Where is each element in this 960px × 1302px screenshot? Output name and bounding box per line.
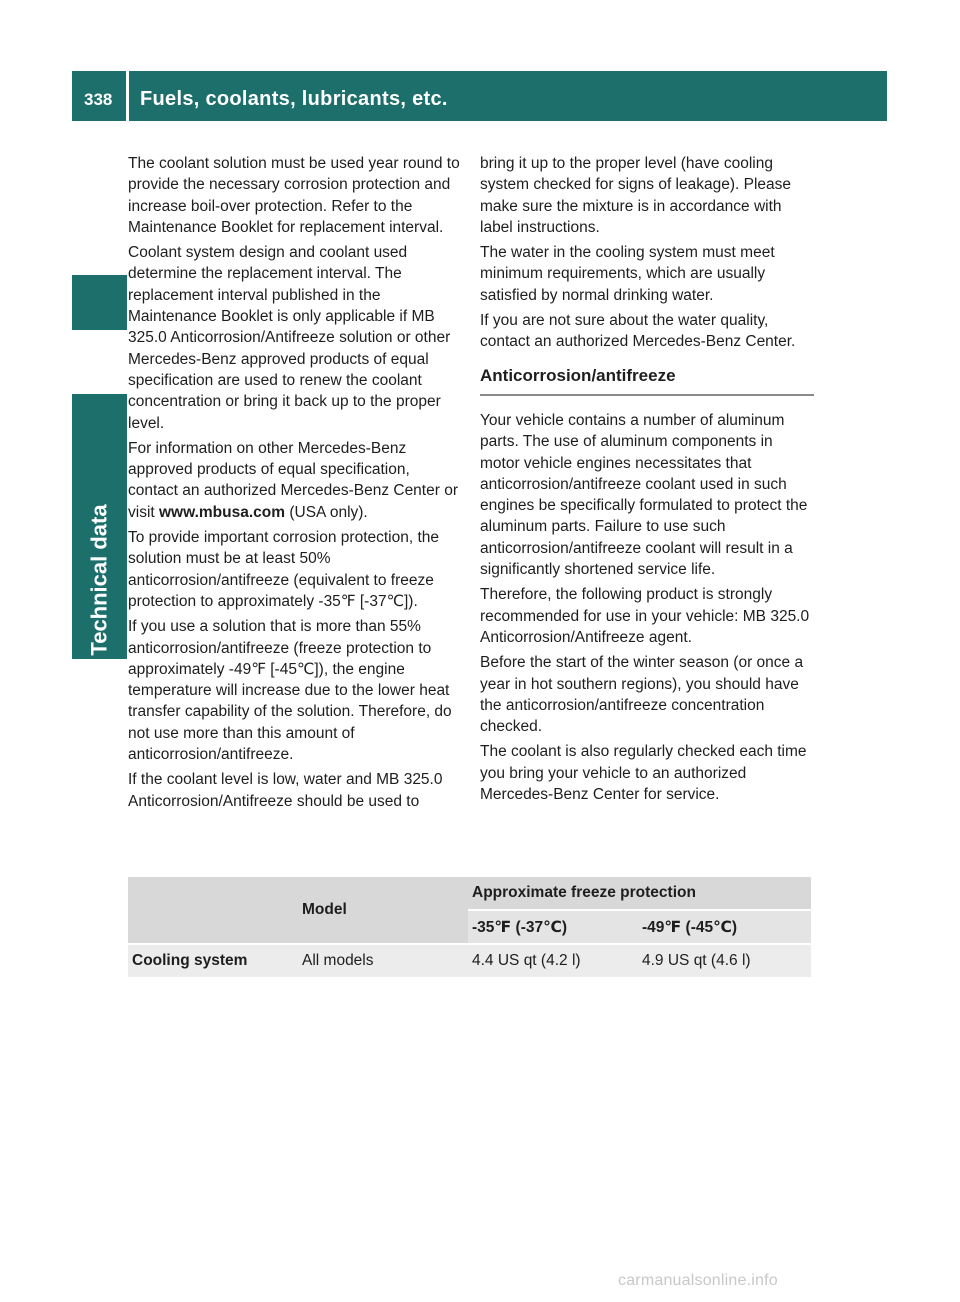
subheading: Anticorrosion/antifreeze [480, 365, 814, 396]
header-divider [126, 71, 129, 121]
row-value-1: 4.4 US qt (4.2 l) [468, 944, 638, 978]
row-value-2: 4.9 US qt (4.6 l) [638, 944, 811, 978]
row-model: All models [298, 944, 468, 978]
paragraph: Your vehicle contains a number of aluminum parts. The use of aluminum components in motor vehicle engines necessitates that anticorrosion/antifreeze coolant used in such engines be specifically formulated to protect the aluminum parts. Failure to use such anticorrosion/antifreeze coolant will result in a significantly shortened service life. [480, 411, 808, 579]
paragraph: Therefore, the following product is strongly recommended for use in your vehicle: MB 325.0 Anticorrosion/Antifreeze agent. [480, 586, 810, 646]
paragraph: The coolant solution must be used year round to provide the necessary corrosion protection and increase boil-over protection. Refer to the Maintenance Booklet for replacement interval. [128, 155, 460, 236]
section-title: Fuels, coolants, lubricants, etc. [140, 88, 448, 110]
column-header-model: Model [298, 877, 468, 944]
subheader-freeze-1: -35℉ (-37℃) [468, 910, 638, 944]
paragraph: If you are not sure about the water quality, contact an authorized Mercedes-Benz Center. [480, 312, 796, 351]
paragraph: The water in the cooling system must meet minimum requirements, which are usually satisfied by normal drinking water. [480, 244, 775, 304]
paragraph-text: (USA only). [285, 503, 368, 521]
left-column [128, 153, 462, 816]
row-label: Cooling system [128, 944, 298, 978]
column-header-freeze: Approximate freeze protection [468, 877, 811, 910]
table-row [128, 944, 811, 978]
paragraph: Coolant system design and coolant used determine the replacement interval. The replacement interval published in the Maintenance Booklet is only applicable if MB 325.0 Anticorrosion/Antifreeze solution or other Mercedes-Benz approved products of equal specification are used to renew the coolant concentration or bring it back up to the proper level. [128, 244, 451, 432]
page-number: 338 [84, 90, 113, 109]
website-link[interactable]: www.mbusa.com [159, 503, 286, 521]
paragraph [128, 438, 462, 523]
table-corner-cell [128, 877, 298, 944]
table-header-row [128, 877, 811, 910]
side-tab-text: Technical data [87, 504, 113, 656]
paragraph: If you use a solution that is more than 55% anticorrosion/antifreeze (freeze protection to approximately -49℉ [-45℃]), the engine temperature will increase due to the lower heat transfer capability of the solution. Therefore, do not use more than this amount of anticorrosion/antifreeze. [128, 618, 452, 764]
freeze-protection-table [128, 877, 811, 979]
paragraph: To provide important corrosion protection, the solution must be at least 50% anticorrosion/antifreeze (equivalent to freeze protection to approximately -35℉ [-37℃]). [128, 529, 440, 610]
side-tab-label [80, 500, 120, 660]
paragraph: If the coolant level is low, water and MB 325.0 Anticorrosion/Antifreeze should be used to [128, 771, 443, 810]
subheader-freeze-2: -49℉ (-45℃) [638, 910, 811, 944]
paragraph: Before the start of the winter season (or once a year in hot southern regions), you should have the anticorrosion/antifreeze concentration checked. [480, 654, 804, 736]
right-column [480, 153, 814, 809]
paragraph: The coolant is also regularly checked each time you bring your vehicle to an authorized Mercedes-Benz Center for service. [480, 743, 807, 804]
side-marker [72, 275, 127, 330]
paragraph: bring it up to the proper level (have cooling system checked for signs of leakage). Please make sure the mixture is in accordance with label instructions. [480, 155, 792, 236]
paragraph-text: For information on other Mercedes-Benz approved products of equal specification, contact an authorized Mercedes-Benz Center or visit [128, 439, 458, 521]
watermark: carmanualsonline.info [618, 1272, 778, 1289]
